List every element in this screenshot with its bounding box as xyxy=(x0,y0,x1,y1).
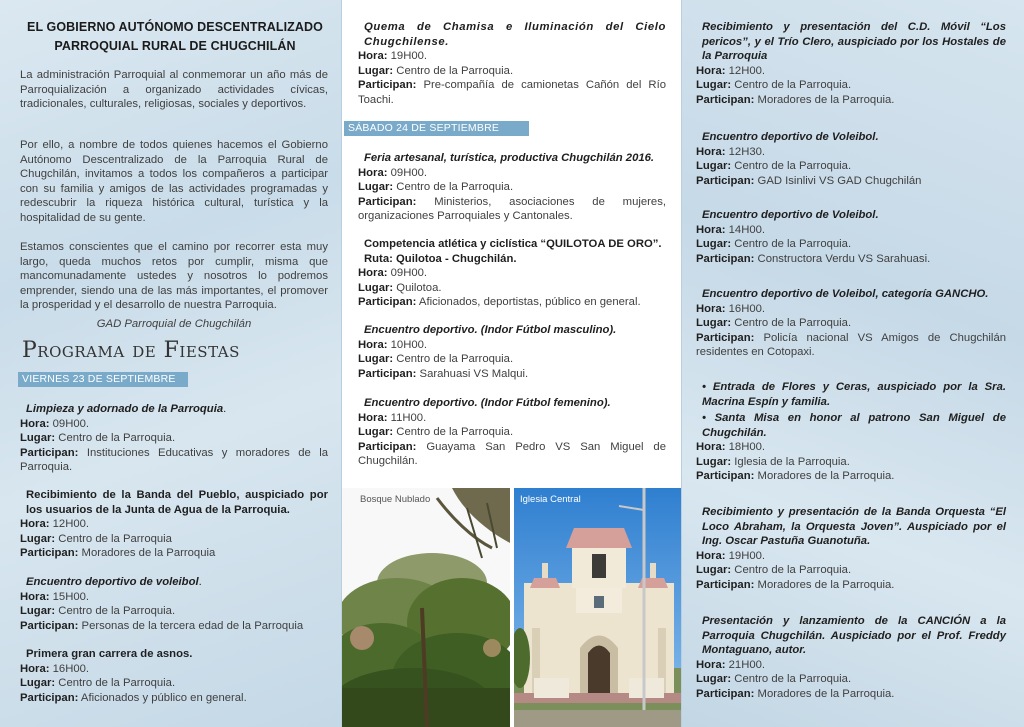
event-time: 12H30. xyxy=(728,145,766,158)
event-participants: Moradores de la Parroquia xyxy=(81,547,216,559)
event-time: 09H00. xyxy=(390,267,428,279)
event-participants: Aficionados, deportistas, público en general. xyxy=(418,296,641,308)
event-place: Iglesia de la Parroquia. xyxy=(734,455,850,468)
event-time: 10H00. xyxy=(390,338,428,351)
event-item: Encuentro deportivo de Voleibol, categoría GANCHO. Hora: 16H00. Lugar: Centro de la Parroquia. Participan: Policía nacional VS Amigos de Chugchilán residentes en Cotopaxi. xyxy=(696,288,1007,358)
mass-bullet-2: • Santa Misa en honor al patrono San Miguel de Chugchilán. xyxy=(702,412,1006,439)
intro-paragraph-1: La administración Parroquial al conmemorar un año más de Parroquialización a organizado actividades cívicas, tradicionales, culturales, religiosas, sociales y deportivos. xyxy=(20,69,328,110)
event-place: Centro de la Parroquia. xyxy=(734,160,852,172)
mass-bullet-1: • Entrada de Flores y Ceras, auspiciado por la Sra. Macrina Espín y familia. xyxy=(702,381,1006,408)
event-title: Feria artesanal, turística, productiva Chugchilán 2016. xyxy=(364,152,655,164)
middle-panel xyxy=(342,0,682,727)
event-place: Centro de la Parroquia. xyxy=(396,181,514,193)
photo-caption-forest: Bosque Nublado xyxy=(360,494,431,505)
event-participants: Constructora Verdu VS Sarahuasi. xyxy=(757,252,931,265)
left-panel xyxy=(0,0,342,727)
event-item: Encuentro deportivo de Voleibol. Hora: 12H30. Lugar: Centro de la Parroquia. Participan: GAD Isinlivi VS GAD Chugchilán xyxy=(696,130,1006,188)
event-time: 16H00. xyxy=(728,302,766,315)
event-participants: Guayama San Pedro VS San Miguel de Chugchilán. xyxy=(358,440,667,467)
event-time: 12H00. xyxy=(728,64,766,77)
event-time: 12H00. xyxy=(52,518,90,530)
event-place: Centro de la Parroquia. xyxy=(734,564,852,576)
event-participants: Moradores de la Parroquia. xyxy=(757,687,895,700)
photo-caption-church: Iglesia Central xyxy=(520,494,581,505)
event-title: Encuentro deportivo. (Indor Fútbol femenino). xyxy=(364,397,611,409)
event-participants: Policía nacional VS Amigos de Chugchilán residentes en Cotopaxi. xyxy=(696,331,1007,358)
intro-paragraph-3: Estamos conscientes que el camino por recorrer esta muy largo, queda muchos retos por cumplir, misma que mancomunadamente ustedes y nosotros lo podremos emprender, siendo una de las más importantes, el promover la prosperidad y el desarrollo de nuestra Parroquia. xyxy=(20,241,328,311)
mass-event: • Entrada de Flores y Ceras, auspiciado por la Sra. Macrina Espín y familia. • Santa Misa en honor al patrono San Miguel de Chugchilán. Hora: 18H00. Lugar: Iglesia de la Parroquia. Participan: Moradores de la Parroquia. xyxy=(696,381,1006,482)
event-time: 15H00. xyxy=(52,590,90,603)
event-item: Recibimiento y presentación del C.D. Móvil “Los pericos”, y el Trío Clero, auspiciado por los Hostales de la Parroquia Hora: 12H00. Lugar: Centro de la Parroquia. Participan: Moradores de la Parroquia. xyxy=(696,21,1006,106)
event-time: 19H00. xyxy=(390,50,428,62)
event-title: Encuentro deportivo. (Indor Fútbol masculino). xyxy=(364,324,617,336)
event-title: Limpieza y adornado de la Parroquia xyxy=(26,403,224,415)
event-place: Centro de la Parroquia. xyxy=(734,238,852,250)
event-participants: Instituciones Educativas y moradores de la Parroquia. xyxy=(20,446,328,473)
event-title: Recibimiento y presentación de la Banda Orquesta “El Loco Abraham, la Orquesta Joven”. Auspiciado por el Ing. Oscar Pastuña Guanotuña. xyxy=(702,506,1006,547)
signature: GAD Parroquial de Chugchilán xyxy=(96,318,252,330)
event-time: 09H00. xyxy=(390,166,428,179)
event-place: Quilotoa. xyxy=(396,281,442,294)
event-item: Encuentro deportivo de Voleibol. Hora: 14H00. Lugar: Centro de la Parroquia. Participan: Constructora Verdu VS Sarahuasi. xyxy=(696,208,1006,266)
header-line-1: EL GOBIERNO AUTÓNOMO DESCENTRALIZADO xyxy=(27,20,323,34)
event-place: Centro de la Parroquia. xyxy=(396,353,514,365)
event-participants: GAD Isinlivi VS GAD Chugchilán xyxy=(757,174,922,187)
event-item: Encuentro deportivo. (Indor Fútbol masculino). Hora: 10H00. Lugar: Centro de la Parroquia. Participan: Sarahuasi VS Malqui. xyxy=(358,323,666,381)
event-time: 16H00. xyxy=(52,662,90,675)
event-title: Primera gran carrera de asnos. xyxy=(26,648,193,660)
event-item: Encuentro deportivo de voleibol. Hora: 15H00. Lugar: Centro de la Parroquia. Participan: Personas de la tercera edad de la Parroquia xyxy=(20,576,304,632)
event-place: Centro de la Parroquia. xyxy=(734,317,852,329)
right-panel xyxy=(682,0,1024,727)
event-title: Presentación y lanzamiento de la CANCIÓN a la Parroquia Chugchilán. Auspiciado por el Prof. Freddy Montaguano, autor. xyxy=(702,615,1006,656)
church-image xyxy=(514,488,682,727)
event-title: Recibimiento de la Banda del Pueblo, auspiciado por los usuarios de la Junta de Agua de la Parroquia. xyxy=(26,489,328,516)
event-item: Recibimiento y presentación de la Banda Orquesta “El Loco Abraham, la Orquesta Joven”. Auspiciado por el Ing. Oscar Pastuña Guanotuña. Hora: 19H00. Lugar: Centro de la Parroquia. Participan: Moradores de la Parroquia. xyxy=(696,506,1006,591)
event-time: 18H00. xyxy=(728,441,766,453)
event-participants: Ministerios, asociaciones de mujeres, organizaciones Parroquiales y Cantonales. xyxy=(358,195,667,222)
event-item: Primera gran carrera de asnos. Hora: 16H00. Lugar: Centro de la Parroquia. Participan: Aficionados y público en general. xyxy=(20,647,328,705)
event-participants: Moradores de la Parroquia. xyxy=(757,470,895,482)
event-title: Recibimiento y presentación del C.D. Móvil “Los pericos”, y el Trío Clero, auspiciado por los Hostales de la Parroquia xyxy=(702,21,1006,62)
event-place: Centro de la Parroquia. xyxy=(58,432,176,444)
forest-photo xyxy=(342,488,510,727)
event-item: Encuentro deportivo. (Indor Fútbol femenino). Hora: 11H00. Lugar: Centro de la Parroquia. Participan: Guayama San Pedro VS San Miguel de Chugchilán. xyxy=(358,397,667,467)
event-item: Limpieza y adornado de la Parroquia. Hora: 09H00. Lugar: Centro de la Parroquia. Participan: Instituciones Educativas y moradores de la Parroquia. xyxy=(20,403,328,473)
event-time: 09H00. xyxy=(52,417,90,430)
event-place: Centro de la Parroquia. xyxy=(396,426,514,438)
event-place: Centro de la Parroquia. xyxy=(58,677,176,689)
event-place: Centro de la Parroquia. xyxy=(734,673,852,685)
event-title: Encuentro deportivo de Voleibol. xyxy=(702,131,879,143)
event-place: Centro de la Parroquia. xyxy=(58,605,176,617)
event-place: Centro de la Parroquia xyxy=(58,532,172,545)
program-title: Programa de Fiestas xyxy=(22,338,240,363)
event-item: Quema de Chamisa e Iluminación del Cielo Chugchilense. Hora: 19H00. Lugar: Centro de la Parroquia. Participan: Pre-compañía de camionetas Cañón del Río Toachi. xyxy=(358,21,666,106)
day-label-saturday: SÁBADO 24 DE SEPTIEMBRE xyxy=(344,121,529,136)
event-title: Encuentro deportivo de voleibol xyxy=(26,576,199,588)
event-title: Competencia atlética y ciclística “QUILOTOA DE ORO”. Ruta: Quilotoa - Chugchilán. xyxy=(364,238,662,265)
event-participants: Sarahuasi VS Malqui. xyxy=(419,367,529,380)
event-item: Presentación y lanzamiento de la CANCIÓN a la Parroquia Chugchilán. Auspiciado por el Prof. Freddy Montaguano, autor. Hora: 21H00. Lugar: Centro de la Parroquia. Participan: Moradores de la Parroquia. xyxy=(696,615,1006,700)
event-item: Competencia atlética y ciclística “QUILOTOA DE ORO”. Ruta: Quilotoa - Chugchilán. Hora: 09H00. Lugar: Quilotoa. Participan: Aficionados, deportistas, público en general. xyxy=(358,237,666,310)
event-time: 14H00. xyxy=(728,223,766,236)
intro-paragraph-2: Por ello, a nombre de todos quienes hacemos el Gobierno Autónomo Descentralizado de la Parroquia Rural de Chugchilán, invitamos a todos los compañeros a participar con su familia y amigos de las actividades programadas y redescubrir la riqueza histórica cultural, turística y la hospitalidad de su gente. xyxy=(20,139,328,224)
event-participants: Aficionados y público en general. xyxy=(80,691,247,704)
event-participants: Moradores de la Parroquia. xyxy=(757,93,895,106)
event-participants: Pre-compañía de camionetas Cañón del Río Toachi. xyxy=(358,79,666,106)
day-label-friday: VIERNES 23 DE SEPTIEMBRE xyxy=(18,372,188,387)
header-line-2: PARROQUIAL RURAL DE CHUGCHILÁN xyxy=(54,39,296,53)
event-title: Quema de Chamisa e Iluminación del Cielo Chugchilense. xyxy=(364,21,666,48)
event-time: 19H00. xyxy=(728,549,766,562)
event-title: Encuentro deportivo de Voleibol, categoría GANCHO. xyxy=(702,288,989,300)
event-title: Encuentro deportivo de Voleibol. xyxy=(702,209,879,221)
forest-image xyxy=(342,488,510,727)
event-participants: Moradores de la Parroquia. xyxy=(757,578,895,591)
event-time: 11H00. xyxy=(390,411,427,424)
event-place: Centro de la Parroquia. xyxy=(396,64,514,77)
event-place: Centro de la Parroquia. xyxy=(734,79,852,91)
church-photo xyxy=(514,488,682,727)
event-item: Recibimiento de la Banda del Pueblo, auspiciado por los usuarios de la Junta de Agua de la Parroquia. Hora: 12H00. Lugar: Centro de la Parroquia Participan: Moradores de la Parroquia xyxy=(20,489,328,559)
event-time: 21H00. xyxy=(728,658,766,671)
event-item: Feria artesanal, turística, productiva Chugchilán 2016. Hora: 09H00. Lugar: Centro de la Parroquia. Participan: Ministerios, asociaciones de mujeres, organizaciones Parroquiales y Cantonales. xyxy=(358,152,667,222)
event-participants: Personas de la tercera edad de la Parroquia xyxy=(81,619,304,632)
